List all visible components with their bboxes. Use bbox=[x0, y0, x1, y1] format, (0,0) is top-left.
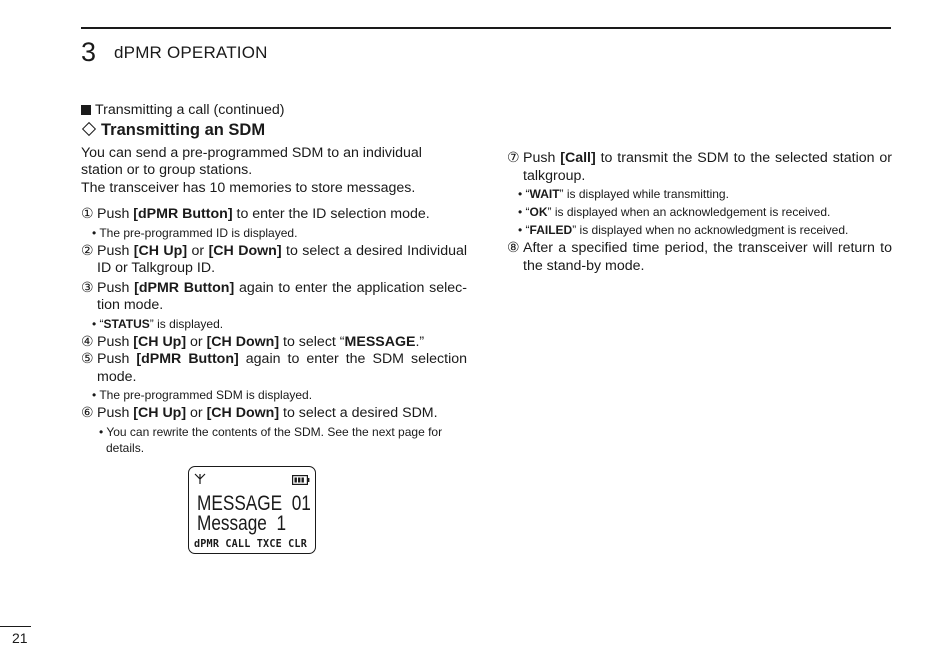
page-number: 21 bbox=[12, 630, 28, 646]
step-number: ② bbox=[81, 242, 94, 259]
step-number: ④ bbox=[81, 333, 94, 350]
step-note: • “WAIT” is displayed while transmitting. bbox=[518, 187, 729, 201]
step-3 bbox=[81, 280, 467, 315]
intro-text bbox=[81, 145, 467, 198]
step-note: • “OK” is displayed when an acknowledgement is received. bbox=[518, 205, 831, 219]
step-note: • The pre-programmed ID is displayed. bbox=[92, 225, 298, 240]
lcd-display-illustration bbox=[188, 466, 316, 554]
step-number: ③ bbox=[81, 279, 94, 296]
step-note: • “FAILED” is displayed when no acknowledgment is received. bbox=[518, 223, 849, 237]
header-rule bbox=[81, 27, 891, 29]
battery-icon bbox=[292, 475, 310, 485]
step-number: ⑦ bbox=[507, 150, 520, 166]
step-text: Push [Call] to transmit the SDM to the selected station or talkgroup. bbox=[523, 150, 893, 184]
diamond-bullet-icon bbox=[82, 121, 96, 135]
left-column bbox=[81, 102, 467, 458]
lcd-softkey-labels: dPMR CALL TXCE CLR bbox=[194, 537, 307, 550]
step-text: Push [dPMR Button] to enter the ID selection mode. bbox=[97, 206, 430, 222]
step-text: Push [CH Up] or [CH Down] to select “MESSAGE.” bbox=[97, 333, 425, 350]
step-number: ⑤ bbox=[81, 351, 94, 367]
step-6 bbox=[81, 405, 467, 423]
step-number: ① bbox=[81, 206, 94, 222]
step-text: Push [dPMR Button] again to enter the application selec-tion mode. bbox=[97, 279, 467, 313]
intro-paragraph: You can send a pre-programmed SDM to an individual station or to group stations. bbox=[81, 144, 422, 178]
step-text: After a specified time period, the transceiver will return to the stand-by mode. bbox=[523, 240, 892, 274]
step-number: ⑥ bbox=[81, 405, 94, 421]
subsection-heading: Transmitting an SDM bbox=[81, 120, 467, 140]
step-note: • “STATUS” is displayed. bbox=[92, 316, 224, 331]
step-7 bbox=[507, 150, 892, 185]
step-note: • You can rewrite the contents of the SDM. See the next page for details. bbox=[99, 424, 443, 455]
step-text: Push [CH Up] or [CH Down] to select a desired Individual ID or Talkgroup ID. bbox=[97, 242, 468, 276]
step-1 bbox=[81, 206, 467, 224]
step-4 bbox=[81, 334, 467, 352]
step-note: • The pre-programmed SDM is displayed. bbox=[92, 388, 313, 402]
section-heading: Transmitting a call (continued) bbox=[81, 102, 467, 120]
lcd-line-2: Message 1 bbox=[197, 512, 287, 535]
intro-paragraph: The transceiver has 10 memories to store messages. bbox=[81, 179, 416, 196]
chapter-title: dPMR OPERATION bbox=[114, 43, 268, 62]
footer-rule bbox=[0, 626, 31, 627]
lcd-line-1: MESSAGE 01 bbox=[197, 492, 311, 515]
step-text: Push [CH Up] or [CH Down] to select a desired SDM. bbox=[97, 405, 438, 421]
step-number: ⑧ bbox=[507, 240, 520, 256]
right-column bbox=[507, 150, 892, 275]
step-text: Push [dPMR Button] again to enter the SDM selection mode. bbox=[97, 351, 468, 385]
antenna-icon bbox=[194, 473, 206, 485]
square-bullet-icon bbox=[81, 105, 91, 115]
step-2 bbox=[81, 243, 467, 278]
step-5 bbox=[81, 351, 467, 386]
chapter-number: 3 bbox=[81, 37, 97, 67]
step-8 bbox=[507, 240, 892, 275]
